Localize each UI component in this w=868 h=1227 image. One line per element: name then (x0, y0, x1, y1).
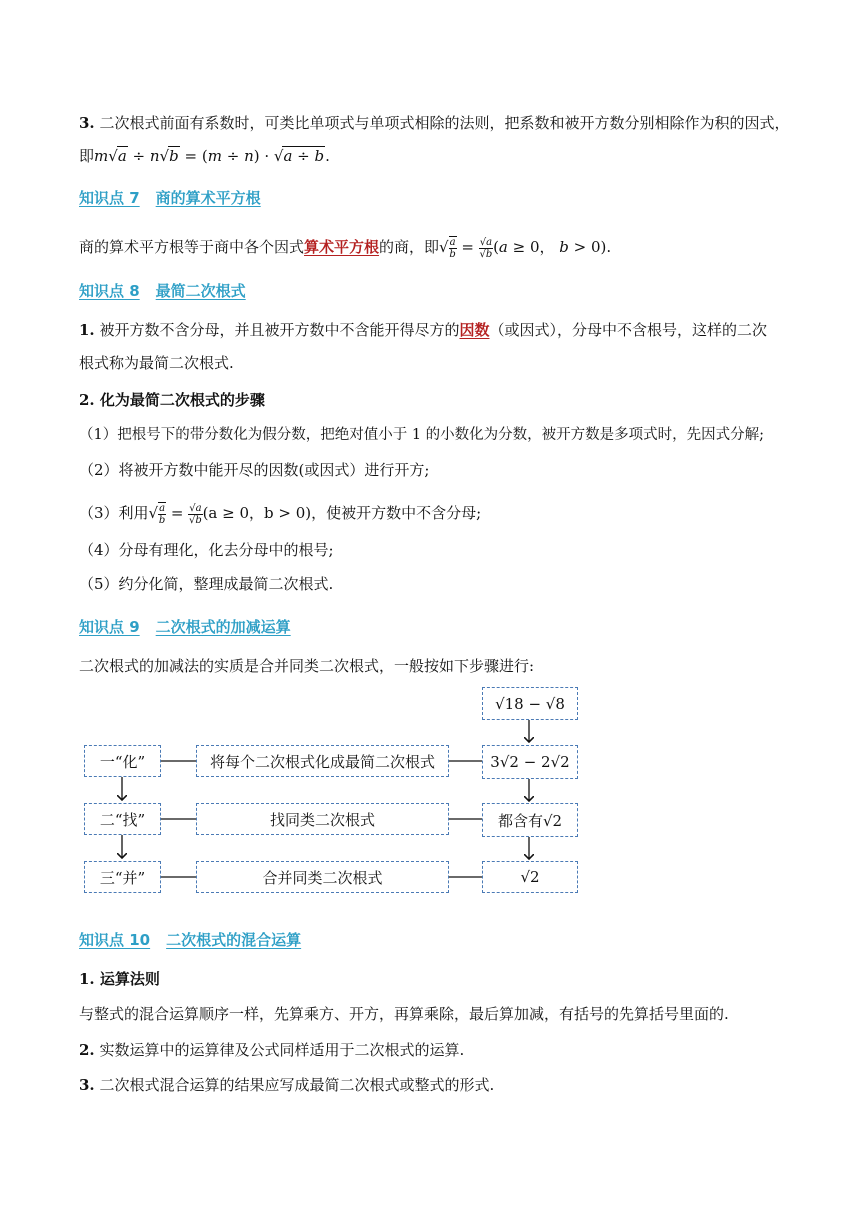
kp8-step-5: （5）约分化简，整理成最简二次根式. (79, 575, 334, 593)
kp10-label: 知识点 10 (79, 931, 151, 949)
kp8-step-3-formula: √ $\frac{a}{b}$ = $\frac{√a}{√b}$ (148, 502, 202, 526)
kp8-step-1: （1）把根号下的带分数化为假分数，把绝对值小于 1 的小数化为分数，被开方数是多项式时，先因式分解; (79, 427, 765, 443)
flow-desc-simplify: 将每个二次根式化成最简二次根式 (196, 745, 449, 777)
kp8-label: 知识点 8 (79, 282, 140, 300)
kp8-item1-text-before: 被开方数不含分母，并且被开方数中不含能开得尽方的 (99, 321, 460, 339)
kp9-intro: 二次根式的加减法的实质是合并同类二次根式，一般按如下步骤进行: (79, 657, 535, 675)
section3-formula: m√a ÷ n√b = (m ÷ n) · √a ÷ b. (94, 147, 330, 165)
kp10-item3-num: 3. (79, 1076, 95, 1094)
kp9-title: 二次根式的加减运算 (155, 618, 291, 636)
kp7-label: 知识点 7 (79, 189, 140, 207)
flow-example-result: √2 (482, 861, 578, 893)
kp8-item2-title: 化为最简二次根式的步骤 (99, 391, 265, 409)
kp8-step-3-prefix: （3）利用 (79, 504, 149, 522)
kp8-item2-num: 2. (79, 391, 95, 409)
kp7-text-before: 商的算术平方根等于商中各个因式 (79, 238, 305, 256)
kp10-item2 (79, 1040, 464, 1060)
flow-step-bing: 三“并” (84, 861, 161, 893)
kp10-heading (79, 930, 301, 950)
kp8-item1-num: 1. (79, 321, 95, 339)
kp10-item1-heading (79, 969, 160, 989)
kp8-title: 最简二次根式 (155, 282, 246, 300)
kp7-key-term: 算术平方根 (304, 238, 380, 256)
kp10-item2-num: 2. (79, 1041, 95, 1059)
flow-desc-find: 找同类二次根式 (196, 803, 449, 835)
kp7-title: 商的算术平方根 (155, 189, 261, 207)
kp8-item1-line2: 根式称为最简二次根式. (79, 354, 234, 372)
kp10-item3 (79, 1075, 494, 1095)
kp8-item1-key: 因数 (459, 321, 490, 339)
kp10-item3-text: 二次根式混合运算的结果应写成最简二次根式或整式的形式. (99, 1076, 495, 1094)
flow-desc-merge: 合并同类二次根式 (196, 861, 449, 893)
flow-example-start: √18 − √8 (482, 687, 578, 720)
flow-example-common: 都含有√2 (482, 803, 578, 837)
kp10-item1-title: 运算法则 (99, 970, 160, 988)
flow-example-simplified: 3√2 − 2√2 (482, 745, 578, 779)
kp10-item1-num: 1. (79, 970, 95, 988)
kp7-formula: √ $\frac{a}{b}$ = $\frac{√a}{√b}$ (a ≥ 0， b > 0). (439, 236, 612, 260)
kp8-step-4: （4）分母有理化，化去分母中的根号; (79, 541, 334, 559)
kp10-item2-text: 实数运算中的运算律及公式同样适用于二次根式的运算. (99, 1041, 465, 1059)
kp10-title: 二次根式的混合运算 (166, 931, 302, 949)
flow-step-hua: 一“化” (84, 745, 161, 777)
section3-num: 3. (79, 114, 95, 132)
section3-formula-prefix: 即 (79, 147, 95, 165)
flow-step-zhao: 二“找” (84, 803, 161, 835)
kp8-item1-text-after: （或因式），分母中不含根号，这样的二次 (489, 321, 767, 339)
kp9-label: 知识点 9 (79, 618, 140, 636)
kp8-step-2: （2）将被开方数中能开尽的因数(或因式）进行开方; (79, 461, 430, 479)
kp8-step-3-after: (a ≥ 0，b > 0)，使被开方数中不含分母; (202, 504, 482, 522)
section3-text: 二次根式前面有系数时，可类比单项式与单项式相除的法则，把系数和被开方数分别相除作为积的因式， (99, 114, 790, 132)
kp10-item1-text: 与整式的混合运算顺序一样，先算乘方、开方，再算乘除，最后算加减，有括号的先算括号里面的. (79, 1005, 729, 1023)
kp7-text-after: 的商，即 (379, 238, 440, 256)
